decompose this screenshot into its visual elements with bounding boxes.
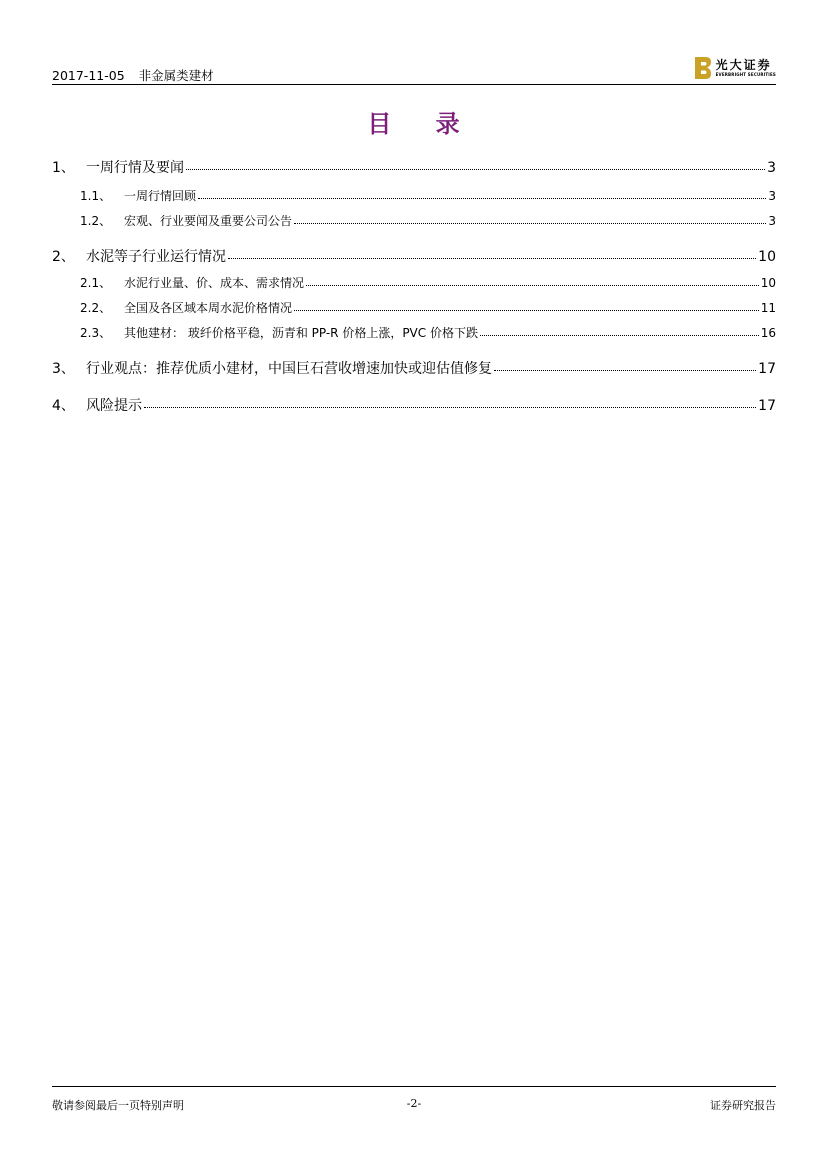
- toc-leader-dots: [480, 325, 759, 337]
- toc-entry-number: 1.1、: [80, 189, 112, 203]
- company-logo: [695, 54, 776, 82]
- toc-entry[interactable]: [52, 358, 776, 378]
- toc-entry-page: 3: [767, 160, 776, 176]
- footer-doc-type: 证券研究报告: [710, 1099, 776, 1112]
- toc-entry-number: 2.1、: [80, 276, 112, 290]
- footer-divider: [52, 1086, 776, 1087]
- everbright-logo-icon: [695, 57, 711, 79]
- toc-leader-dots: [228, 247, 756, 261]
- toc-entry-number: 1.2、: [80, 214, 112, 228]
- header-info: [52, 66, 214, 84]
- toc-entry[interactable]: [52, 299, 776, 316]
- page-header: [52, 52, 776, 82]
- toc-entry-title: 一周行情及要闻: [86, 160, 184, 176]
- report-sector: 非金属类建材: [138, 68, 214, 83]
- toc-title: 目 录: [367, 109, 478, 138]
- logo-name-cn: 光大证券: [715, 58, 772, 72]
- toc-entry-number: 3、: [52, 361, 75, 377]
- toc-entry-page: 17: [758, 398, 776, 414]
- toc-entry[interactable]: [52, 324, 776, 341]
- toc-entry-title: 风险提示: [86, 398, 142, 414]
- toc-entry-page: 3: [768, 214, 776, 228]
- toc-leader-dots: [144, 396, 756, 410]
- toc-entry-page: 10: [760, 276, 776, 290]
- toc-entry-number: 1、: [52, 160, 75, 176]
- toc-leader-dots: [294, 300, 759, 312]
- toc-entry-title: 宏观、行业要闻及重要公司公告: [124, 214, 293, 228]
- toc-entry-title: 行业观点：推荐优质小建材，中国巨石营收增速加快或迎估值修复: [86, 361, 492, 377]
- toc-entry-number: 2.2、: [80, 301, 112, 315]
- toc-leader-dots: [294, 213, 766, 225]
- toc-entry-title: 其他建材： 玻纤价格平稳，沥青和 PP-R 价格上涨，PVC 价格下跌: [124, 326, 478, 340]
- toc-entry[interactable]: [52, 395, 776, 415]
- toc-leader-dots: [494, 359, 756, 373]
- footer-page-number: -2-: [406, 1097, 422, 1110]
- toc-entry[interactable]: [52, 274, 776, 291]
- toc-entry-page: 16: [760, 326, 776, 340]
- toc-entry-title: 水泥等子行业运行情况: [86, 249, 226, 265]
- toc-entry-number: 4、: [52, 398, 75, 414]
- toc-leader-dots: [186, 158, 765, 172]
- report-date: 2017-11-05: [52, 68, 125, 83]
- toc-entry-page: 11: [760, 301, 776, 315]
- toc-entry-page: 10: [758, 249, 776, 265]
- header-divider: [52, 84, 776, 85]
- footer-disclaimer: 敬请参阅最后一页特别声明: [52, 1099, 184, 1112]
- toc-entry-title: 全国及各区域本周水泥价格情况: [124, 301, 293, 315]
- toc-entry[interactable]: [52, 187, 776, 204]
- toc-entry[interactable]: [52, 157, 776, 177]
- toc-leader-dots: [198, 188, 766, 200]
- toc-entry-title: 一周行情回顾: [124, 189, 197, 203]
- toc-entry-number: 2、: [52, 249, 75, 265]
- toc-entry-title: 水泥行业量、价、成本、需求情况: [124, 276, 305, 290]
- toc-entry[interactable]: [52, 246, 776, 266]
- toc-entry-number: 2.3、: [80, 326, 112, 340]
- toc-entry-page: 3: [768, 189, 776, 203]
- toc-entry[interactable]: [52, 212, 776, 229]
- logo-name-en: EVERBRIGHT SECURITIES: [715, 72, 776, 77]
- toc-leader-dots: [306, 275, 759, 287]
- toc-entry-page: 17: [758, 361, 776, 377]
